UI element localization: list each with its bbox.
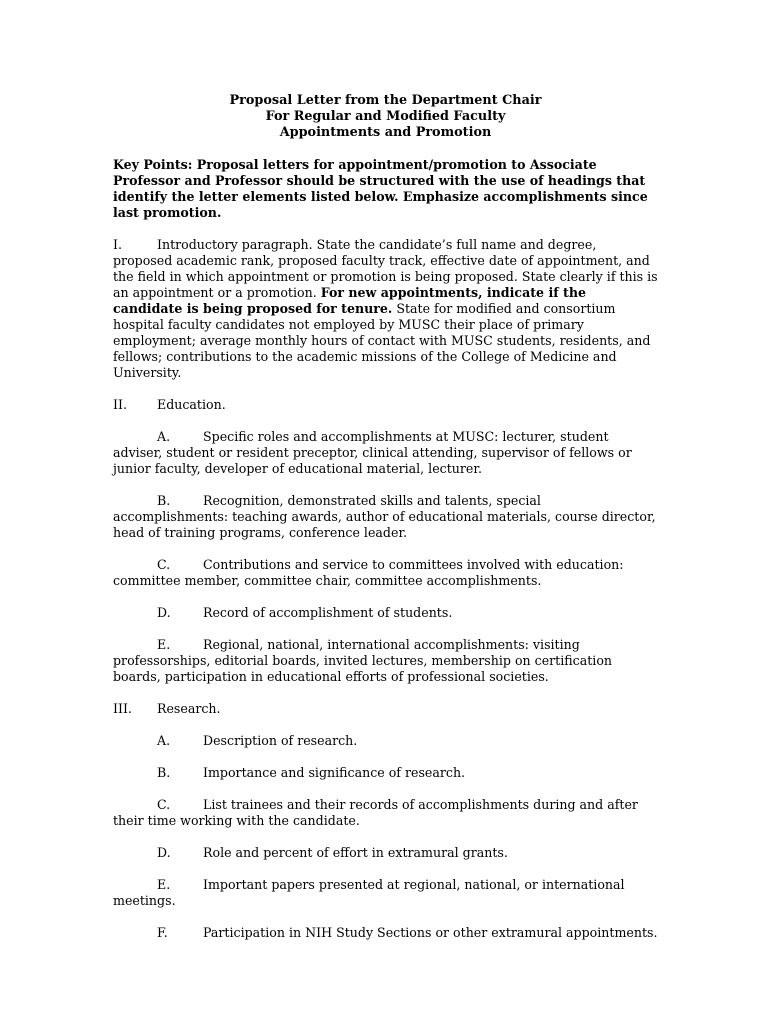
section-1-text-b: State for modified and consortium hospital faculty candidates not employed by MUSC their place of primary employment; average monthly hours of contact with MUSC students, residents, and fellows; contributions to the academic missions of the College of Medicine and University. — [113, 301, 651, 380]
section-3-heading — [113, 701, 658, 717]
section-2-item-a — [113, 429, 658, 477]
title-line-2: For Regular and Modified Faculty — [265, 109, 506, 124]
title-line-1: Proposal Letter from the Department Chair — [229, 93, 542, 108]
section-2-item-b-text: Recognition, demonstrated skills and talents, special accomplishments: teaching awards, author of educational materials, course director, head of training programs, conference leader. — [113, 493, 656, 540]
section-1-paragraph — [113, 237, 658, 381]
section-3-item-e-text: Important papers presented at regional, national, or international meetings. — [113, 877, 625, 908]
section-2-item-e — [113, 637, 658, 685]
section-2-number: II. — [113, 397, 127, 412]
title-line-3: Appointments and Promotion — [279, 125, 492, 140]
section-2-item-a-text: Specific roles and accomplishments at MUSC: lecturer, student adviser, student or resident preceptor, clinical attending, supervisor of fellows or junior faculty, developer of educational material, lecturer. — [113, 429, 632, 476]
section-2-item-d-text: Record of accomplishment of students. — [203, 605, 453, 620]
section-2-item-c-text: Contributions and service to committees involved with education: committee member, committee chair, committee accomplishments. — [113, 557, 624, 588]
section-2-item-e-letter: E. — [157, 637, 171, 652]
section-2-item-c-letter: C. — [157, 557, 171, 572]
section-3-item-f — [113, 925, 658, 941]
section-2-title: Education. — [157, 397, 226, 412]
section-3-item-e — [113, 877, 658, 909]
section-3-item-e-letter: E. — [157, 877, 171, 892]
section-2-heading — [113, 397, 658, 413]
section-3-item-b-letter: B. — [157, 765, 171, 780]
section-2-item-d-letter: D. — [157, 605, 171, 620]
section-1-text-bold: For new appointments, indicate if the candidate is being proposed for tenure. — [113, 285, 587, 316]
section-2-item-b — [113, 493, 658, 541]
section-3-title: Research. — [157, 701, 221, 716]
section-2-item-a-letter: A. — [157, 429, 171, 444]
section-3-item-a-letter: A. — [157, 733, 171, 748]
section-3-item-a-text: Description of research. — [203, 733, 358, 748]
section-2-item-b-letter: B. — [157, 493, 171, 508]
document-body — [113, 93, 658, 941]
section-3-item-b — [113, 765, 658, 781]
section-2-item-e-text: Regional, national, international accomplishments: visiting professorships, editorial boards, invited lectures, membership on certification boards, participation in educational efforts of professional societies. — [113, 637, 613, 684]
key-points-paragraph: Key Points: Proposal letters for appointment/promotion to Associate Professor and Professor should be structured with the use of headings that identify the letter elements listed below. Emphasize accomplishments since last promotion. — [113, 157, 648, 220]
section-1-number: I. — [113, 237, 122, 252]
section-3-item-c-text: List trainees and their records of accomplishments during and after their time working with the candidate. — [113, 797, 638, 828]
section-2-item-c — [113, 557, 658, 589]
section-3-item-c — [113, 797, 658, 829]
section-1-text-a: Introductory paragraph. State the candidate’s full name and degree, proposed academic rank, proposed faculty track, effective date of appointment, and the field in which appointment or promotion is being proposed. State clearly if this is an appointment or a promotion. — [113, 237, 658, 300]
section-2-item-d — [113, 605, 658, 621]
section-3-number: III. — [113, 701, 132, 716]
section-3-item-f-letter: F. — [157, 925, 168, 940]
section-3-item-f-text: Participation in NIH Study Sections or other extramural appointments. — [203, 925, 658, 940]
section-3-item-d-text: Role and percent of effort in extramural grants. — [203, 845, 508, 860]
section-3-item-d — [113, 845, 658, 861]
section-3-item-c-letter: C. — [157, 797, 171, 812]
section-3-item-d-letter: D. — [157, 845, 171, 860]
section-3-item-b-text: Importance and significance of research. — [203, 765, 466, 780]
section-3-item-a — [113, 733, 658, 749]
